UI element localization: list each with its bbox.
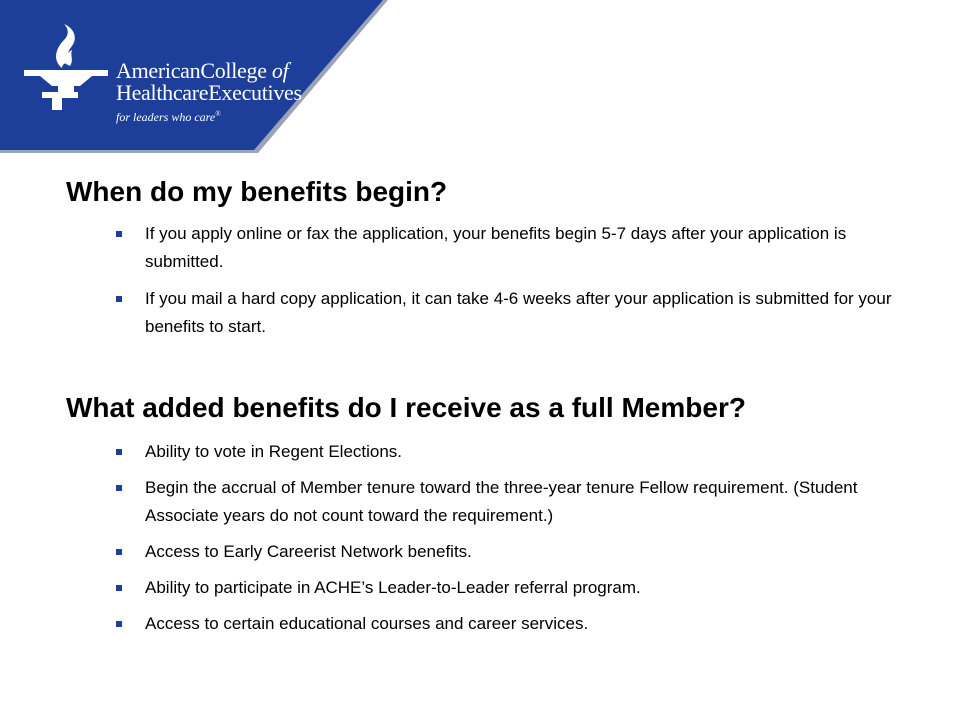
logo-wordmark	[116, 60, 302, 125]
logo-line-2: HealthcareExecutives	[116, 80, 302, 105]
list-item: Access to certain educational courses and career services.	[66, 610, 926, 638]
square-bullet-icon	[116, 231, 122, 237]
bullet-list	[66, 220, 926, 341]
square-bullet-icon	[116, 585, 122, 591]
list-item: Access to Early Careerist Network benefits.	[66, 538, 926, 566]
square-bullet-icon	[116, 449, 122, 455]
logo-banner	[0, 0, 390, 155]
square-bullet-icon	[116, 485, 122, 491]
square-bullet-icon	[116, 621, 122, 627]
list-item: If you mail a hard copy application, it can take 4-6 weeks after your application is submitted for your benefits to start.	[66, 285, 926, 341]
list-item: Ability to vote in Regent Elections.	[66, 438, 926, 466]
list-item: Begin the accrual of Member tenure toward the three-year tenure Fellow requirement. (Student Associate years do not count toward the requirement.)	[66, 474, 926, 530]
list-item: If you apply online or fax the application, your benefits begin 5-7 days after your application is submitted.	[66, 220, 926, 276]
bullet-list	[66, 438, 926, 638]
section-benefits-begin	[66, 176, 926, 341]
section-heading: When do my benefits begin?	[66, 176, 448, 207]
square-bullet-icon	[116, 549, 122, 555]
section-heading: What added benefits do I receive as a full Member?	[66, 392, 746, 423]
flame-lamp-icon	[22, 22, 110, 112]
list-item: Ability to participate in ACHE’s Leader-to-Leader referral program.	[66, 574, 926, 602]
square-bullet-icon	[116, 296, 122, 302]
logo-line-1: AmericanCollege of	[116, 58, 289, 83]
logo-tagline: for leaders who care®	[116, 110, 221, 124]
section-member-benefits	[66, 392, 926, 638]
